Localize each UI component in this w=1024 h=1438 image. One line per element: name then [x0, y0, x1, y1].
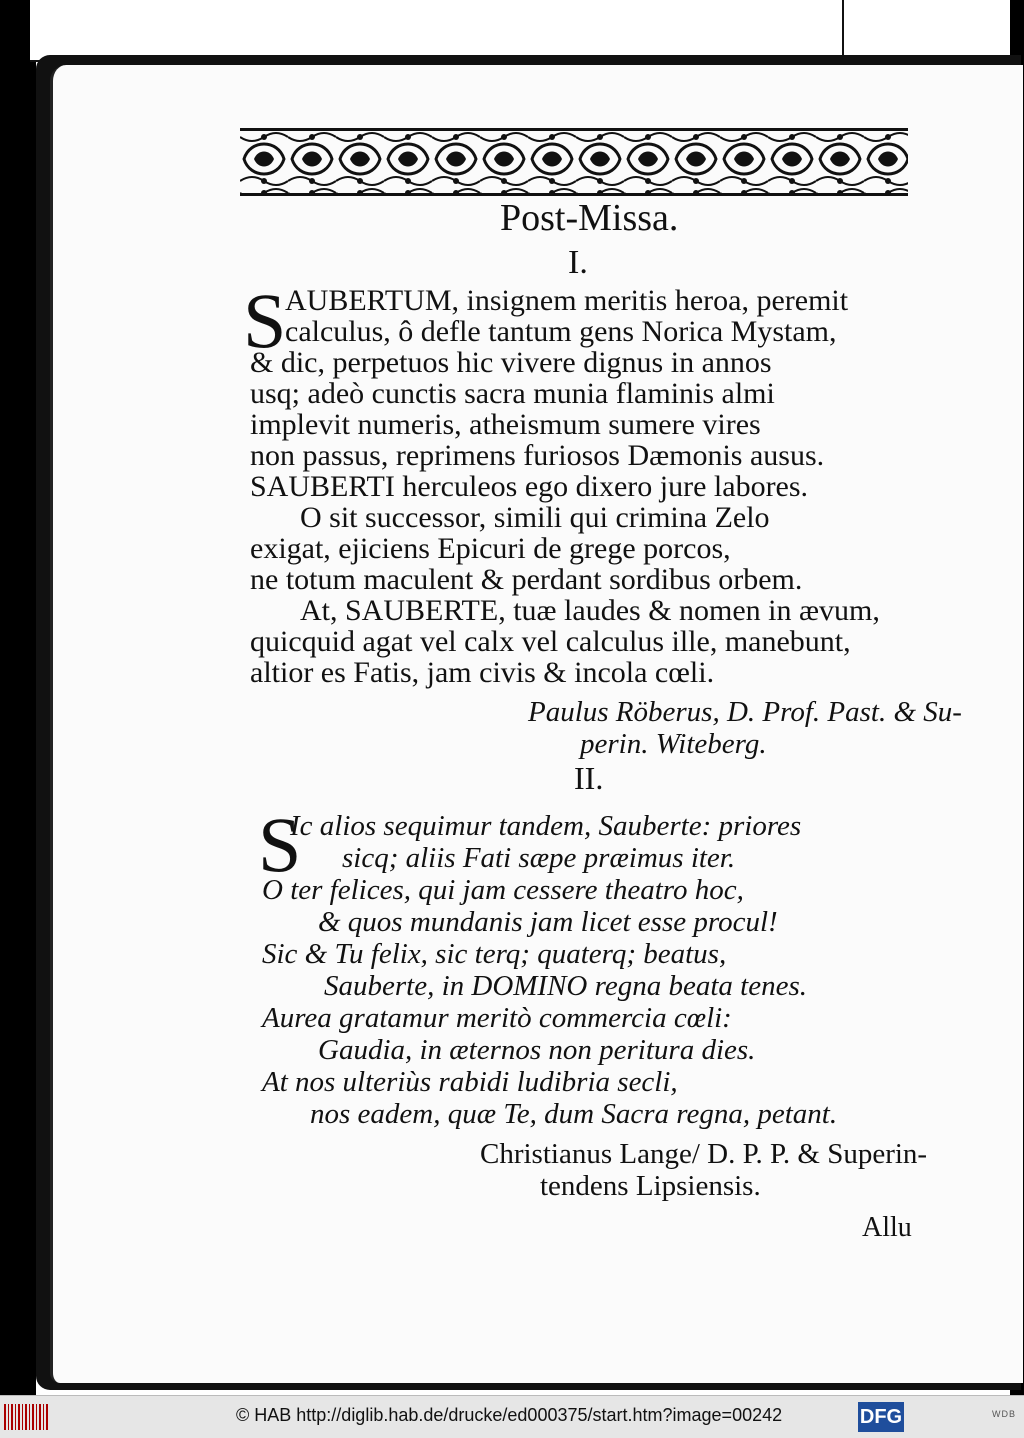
poem1-line: SAUBERTI herculeos ego dixero jure labores.: [250, 470, 809, 503]
dropcap-1: S: [243, 277, 287, 364]
barcode-icon: [4, 1404, 48, 1430]
poem1-line: AUBERTUM, insignem meritis heroa, peremit: [285, 284, 849, 317]
poem2-line: & quos mundanis jam licet esse procul!: [318, 906, 778, 938]
poem2-signature: Christianus Lange/ D. P. P. & Superin-: [480, 1138, 928, 1170]
poem2-line: Ic alios sequimur tandem, Sauberte: priores: [290, 810, 802, 842]
poem1-line: implevit numeris, atheismum sumere vires: [250, 408, 761, 441]
poem2-line: Aurea gratamur meritò commercia cœli:: [262, 1002, 732, 1034]
poem2-line: O ter felices, qui jam cessere theatro hoc,: [262, 874, 744, 906]
poem1-line: calculus, ô defle tantum gens Norica Mystam,: [285, 315, 837, 348]
poem1-signature: perin. Witeberg.: [580, 728, 767, 760]
dropcap-2: S: [258, 801, 302, 888]
wdb-mark: WDB: [992, 1409, 1016, 1419]
poem2-line: Gaudia, in æternos non peritura dies.: [318, 1034, 756, 1066]
poem1-line: At, SAUBERTE, tuæ laudes & nomen in ævum,: [300, 594, 880, 627]
poem1-line: ne totum maculent & perdant sordibus orbem.: [250, 563, 803, 596]
page-title: Post-Missa.: [500, 197, 679, 239]
poem2-line: At nos ulteriùs rabidi ludibria secli,: [262, 1066, 678, 1098]
poem2-line: sicq; aliis Fati sæpe præimus iter.: [342, 842, 736, 874]
ornament-band: [240, 128, 908, 196]
section-number-1: I.: [568, 244, 588, 281]
dfg-logo: DFG: [858, 1402, 904, 1432]
poem2-signature: tendens Lipsiensis.: [540, 1170, 761, 1202]
poem1-line: non passus, reprimens furiosos Dæmonis ausus.: [250, 439, 825, 472]
poem1-line: usq; adeò cunctis sacra munia flaminis almi: [250, 377, 775, 410]
poem2-line: nos eadem, quæ Te, dum Sacra regna, petant.: [310, 1098, 838, 1130]
poem2-line: Sic & Tu felix, sic terq; quaterq; beatus,: [262, 938, 727, 970]
poem1-line: exigat, ejiciens Epicuri de grege porcos,: [250, 532, 731, 565]
poem1-line: & dic, perpetuos hic vivere dignus in annos: [250, 346, 772, 379]
footer-copyright-link[interactable]: © HAB http://diglib.hab.de/drucke/ed000375/start.htm?image=00242: [236, 1405, 783, 1425]
catchword: Allu: [862, 1212, 912, 1243]
poem1-signature: Paulus Röberus, D. Prof. Past. & Su-: [528, 696, 962, 728]
scan-left-border: [0, 0, 36, 1395]
poem1-line: altior es Fatis, jam civis & incola cœli.: [250, 656, 715, 689]
section-number-2: II.: [574, 760, 604, 796]
poem1-line: quicquid agat vel calx vel calculus ille, manebunt,: [250, 625, 851, 658]
footer-bar: [0, 1395, 1024, 1438]
back-sheet: [30, 0, 844, 62]
poem2-line: Sauberte, in DOMINO regna beata tenes.: [324, 970, 807, 1002]
poem1-line: O sit successor, simili qui crimina Zelo: [300, 501, 770, 534]
